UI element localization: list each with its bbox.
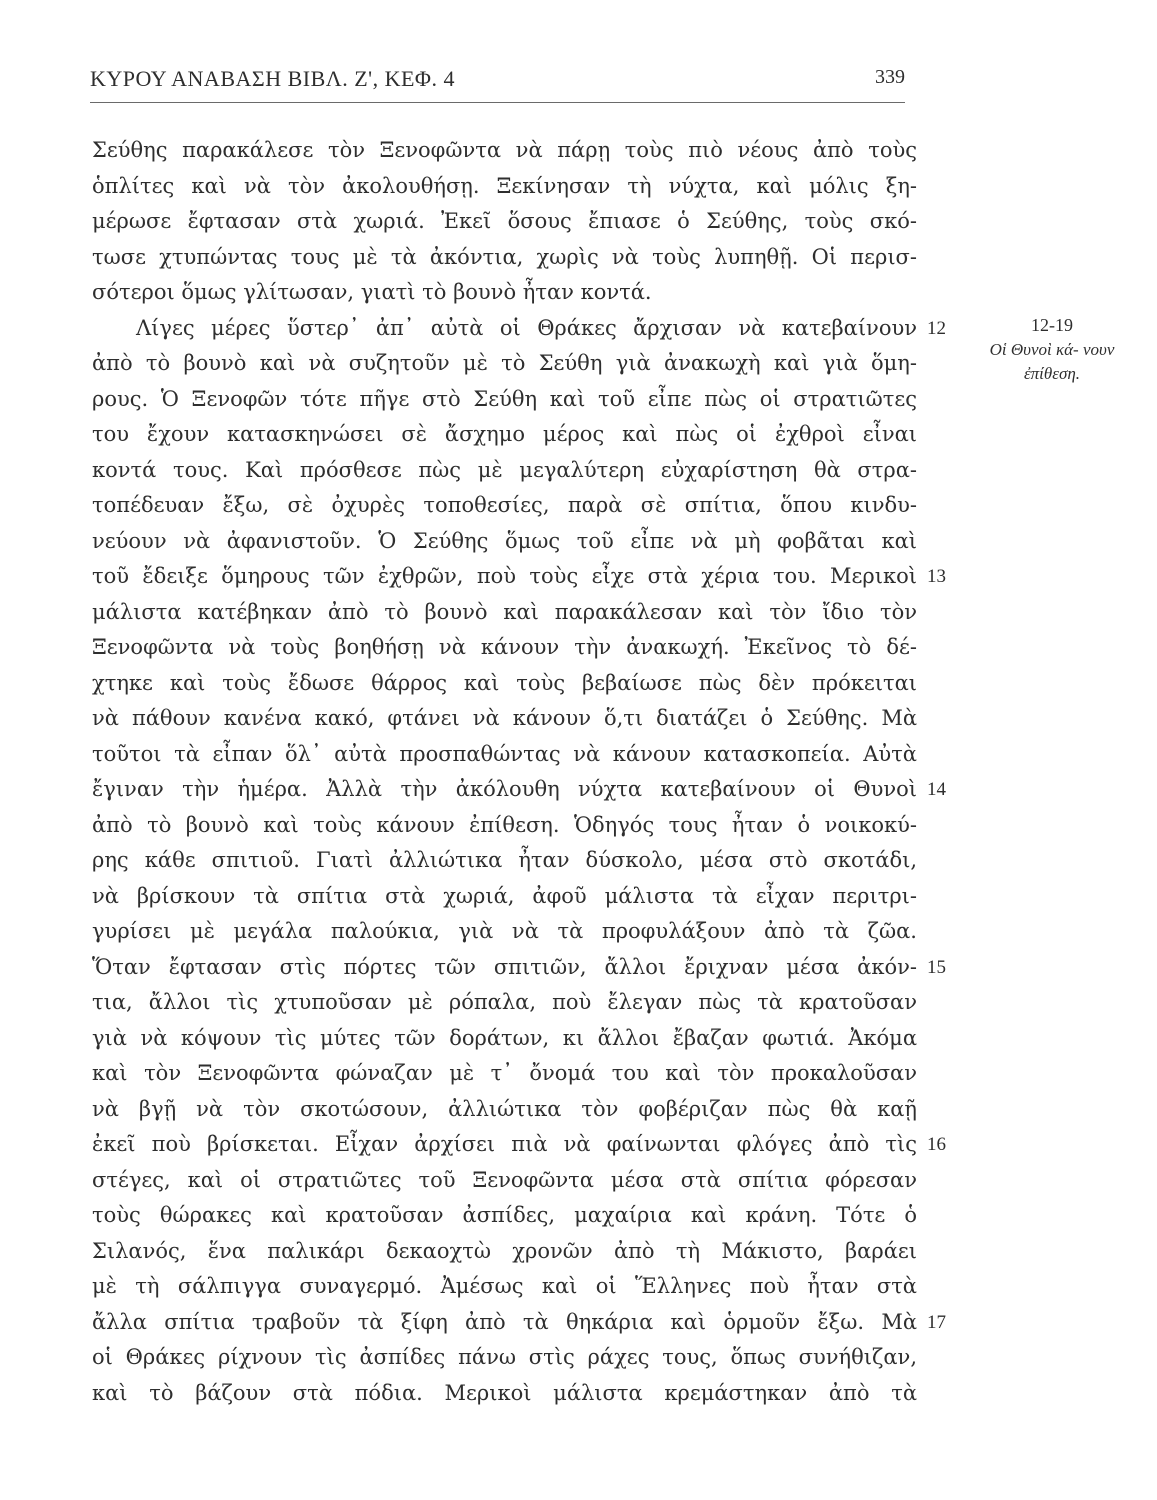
text-line [92, 453, 917, 489]
text-line [92, 1056, 917, 1092]
text-line-content: τοπέδευαν ἔξω, σὲ ὀχυρὲς τοποθεσίες, παρὰ σὲ σπίτια, ὅπου κινδυ- [92, 493, 917, 517]
text-line-content: ἄλλα σπίτια τραβοῦν τὰ ξίφη ἀπὸ τὰ θηκάρια καὶ ὁρμοῦν ἔξω. Μὰ [92, 1309, 917, 1334]
text-line [92, 488, 917, 524]
text-line [92, 169, 917, 205]
section-number: 13 [927, 566, 946, 587]
section-number: 12 [927, 317, 946, 339]
text-line [92, 1092, 917, 1128]
text-line [92, 559, 946, 595]
text-line-content: γιὰ νὰ κόψουν τὶς μύτες τῶν δοράτων, κι ἄλλοι ἔβαζαν φωτιά. Ἀκόμα [92, 1025, 917, 1050]
text-line [92, 879, 917, 915]
text-line-content: τια, ἄλλοι τὶς χτυποῦσαν μὲ ρόπαλα, ποὺ ἔλεγαν πὼς τὰ κρατοῦσαν [92, 990, 917, 1014]
text-line [92, 382, 917, 418]
text-line-content: ρους. Ὁ Ξενοφῶν τότε πῆγε στὸ Σεύθη καὶ τοῦ εἶπε πὼς οἱ στρατιῶτες [92, 386, 917, 411]
text-line [92, 595, 917, 631]
text-line [92, 417, 917, 453]
text-line [92, 985, 917, 1021]
text-line [92, 1234, 917, 1270]
text-line [92, 1021, 917, 1057]
text-line-content: τοὺς θώρακες καὶ κρατοῦσαν ἀσπίδες, μαχαίρια καὶ κράνη. Τότε ὁ [92, 1203, 917, 1227]
running-header [90, 62, 905, 103]
text-line-content: τοῦ ἔδειξε ὅμηρους τῶν ἐχθρῶν, ποὺ τοὺς εἶχε στὰ χέρια του. Μερικοὶ [92, 564, 917, 588]
text-line-content: γυρίσει μὲ μεγάλα παλούκια, γιὰ νὰ τὰ προφυλάξουν ἀπὸ τὰ ζῶα. [92, 919, 917, 943]
text-line-content: μάλιστα κατέβηκαν ἀπὸ τὸ βουνὸ καὶ παρακάλεσαν καὶ τὸν ἴδιο τὸν [92, 599, 917, 624]
text-line [92, 524, 917, 560]
text-line-content: τοῦτοι τὰ εἶπαν ὅλ᾽ αὐτὰ προσπαθώντας νὰ κάνουν κατασκοπεία. Αὐτὰ [92, 741, 917, 766]
text-line-content: μέρωσε ἔφτασαν στὰ χωριά. Ἐκεῖ ὅσους ἔπιασε ὁ Σεύθης, τοὺς σκό- [92, 209, 917, 233]
text-line-content: ὁπλίτες καὶ νὰ τὸν ἀκολουθήσῃ. Ξεκίνησαν τὴ νύχτα, καὶ μόλις ξη- [92, 173, 917, 198]
text-line-content: μὲ τὴ σάλπιγγα συναγερμό. Ἀμέσως καὶ οἱ Ἕλληνες ποὺ ἦταν στὰ [92, 1274, 917, 1298]
text-line-content: του ἔχουν κατασκηνώσει σὲ ἄσχημο μέρος καὶ πὼς οἱ ἐχθροὶ εἶναι [92, 422, 917, 446]
text-line-content: Σεύθης παρακάλεσε τὸν Ξενοφῶντα νὰ πάρῃ τοὺς πιὸ νέους ἀπὸ τοὺς [92, 138, 917, 162]
text-line [92, 1163, 917, 1199]
text-line-content: τωσε χτυπώντας τους μὲ τὰ ἀκόντια, χωρὶς νὰ τοὺς λυπηθῇ. Οἱ περισ- [92, 244, 917, 269]
section-number: 17 [927, 1311, 946, 1333]
text-line [92, 133, 917, 169]
text-line [92, 914, 917, 950]
margin-note [962, 312, 1142, 386]
text-line [92, 275, 917, 311]
text-line [92, 630, 917, 666]
text-line [92, 346, 917, 382]
text-line-content: Ὅταν ἔφτασαν στὶς πόρτες τῶν σπιτιῶν, ἄλλοι ἔριχναν μέσα ἀκόν- [92, 954, 917, 979]
text-line-content: οἱ Θράκες ρίχνουν τὶς ἀσπίδες πάνω στὶς ράχες τους, ὅπως συνήθιζαν, [92, 1345, 917, 1369]
text-line [92, 737, 917, 773]
text-line [92, 950, 946, 986]
text-line-content: Ξενοφῶντα νὰ τοὺς βοηθήσῃ νὰ κάνουν τὴν ἀνακωχή. Ἐκεῖνος τὸ δέ- [92, 635, 917, 659]
text-line [92, 240, 917, 276]
text-line [92, 1376, 917, 1412]
text-line [92, 1269, 917, 1305]
text-line [92, 311, 946, 347]
text-line [92, 1305, 946, 1341]
text-line [92, 843, 917, 879]
text-line-content: χτηκε καὶ τοὺς ἔδωσε θάρρος καὶ τοὺς βεβαίωσε πὼς δὲν πρόκειται [92, 670, 917, 695]
text-line [92, 666, 917, 702]
text-line-content: Λίγες μέρες ὕστερ᾽ ἀπ᾽ αὐτὰ οἱ Θράκες ἄρχισαν νὰ κατεβαίνουν [136, 315, 917, 340]
section-number: 16 [927, 1134, 946, 1155]
text-line-content: στέγες, καὶ οἱ στρατιῶτες τοῦ Ξενοφῶντα μέσα στὰ σπίτια φόρεσαν [92, 1167, 917, 1192]
text-line [92, 808, 917, 844]
running-title: ΚΥΡΟΥ ΑΝΑΒΑΣΗ ΒΙΒΛ. Ζ', ΚΕΦ. 4 [90, 66, 456, 91]
margin-note-text: Οἱ Θυνοὶ κά- νουν ἐπίθεση. [989, 340, 1115, 383]
text-line-content: ἐκεῖ ποὺ βρίσκεται. Εἶχαν ἀρχίσει πιὰ νὰ φαίνωνται φλόγες ἀπὸ τὶς [92, 1132, 917, 1156]
text-line-content: καὶ τὸν Ξενοφῶντα φώναζαν μὲ τ᾽ ὄνομά του καὶ τὸν προκαλοῦσαν [92, 1061, 917, 1085]
page-number: 339 [875, 66, 905, 88]
text-line [92, 1340, 917, 1376]
text-line [92, 204, 917, 240]
text-line [92, 1198, 917, 1234]
text-line-content: κοντά τους. Καὶ πρόσθεσε πὼς μὲ μεγαλύτερη εὐχαρίστηση θὰ στρα- [92, 457, 917, 482]
text-line [92, 772, 946, 808]
text-line-content: σότεροι ὅμως γλίτωσαν, γιατὶ τὸ βουνὸ ἦταν κοντά. [92, 280, 652, 304]
text-line [92, 1127, 946, 1163]
text-line-content: ἀπὸ τὸ βουνὸ καὶ νὰ συζητοῦν μὲ τὸ Σεύθη γιὰ ἀνακωχὴ καὶ γιὰ ὅμη- [92, 351, 917, 375]
section-number: 15 [927, 956, 946, 978]
text-line-content: καὶ τὸ βάζουν στὰ πόδια. Μερικοὶ μάλιστα κρεμάστηκαν ἀπὸ τὰ [92, 1380, 917, 1405]
section-number: 14 [927, 779, 946, 800]
text-line-content: ἔγιναν τὴν ἡμέρα. Ἀλλὰ τὴν ἀκόλουθη νύχτα κατεβαίνουν οἱ Θυνοὶ [92, 777, 917, 801]
text-line-content: νεύουν νὰ ἀφανιστοῦν. Ὁ Σεύθης ὅμως τοῦ εἶπε νὰ μὴ φοβᾶται καὶ [92, 528, 917, 553]
text-line-content: ἀπὸ τὸ βουνὸ καὶ τοὺς κάνουν ἐπίθεση. Ὁδηγός τους ἦταν ὁ νοικοκύ- [92, 812, 917, 837]
margin-note-range: 12-19 [1031, 315, 1073, 335]
text-line-content: νὰ βγῇ νὰ τὸν σκοτώσουν, ἀλλιώτικα τὸν φοβέριζαν πὼς θὰ καῇ [92, 1096, 917, 1121]
text-line [92, 701, 917, 737]
text-line-content: νὰ βρίσκουν τὰ σπίτια στὰ χωριά, ἀφοῦ μάλιστα τὰ εἶχαν περιτρι- [92, 883, 917, 908]
body-text [92, 133, 946, 1411]
text-line-content: νὰ πάθουν κανένα κακό, φτάνει νὰ κάνουν ὅ,τι διατάζει ὁ Σεύθης. Μὰ [92, 706, 917, 730]
text-line-content: Σιλανός, ἕνα παλικάρι δεκαοχτὼ χρονῶν ἀπὸ τὴ Μάκιστο, βαράει [92, 1238, 917, 1263]
text-line-content: ρης κάθε σπιτιοῦ. Γιατὶ ἀλλιώτικα ἦταν δύσκολο, μέσα στὸ σκοτάδι, [92, 848, 917, 872]
